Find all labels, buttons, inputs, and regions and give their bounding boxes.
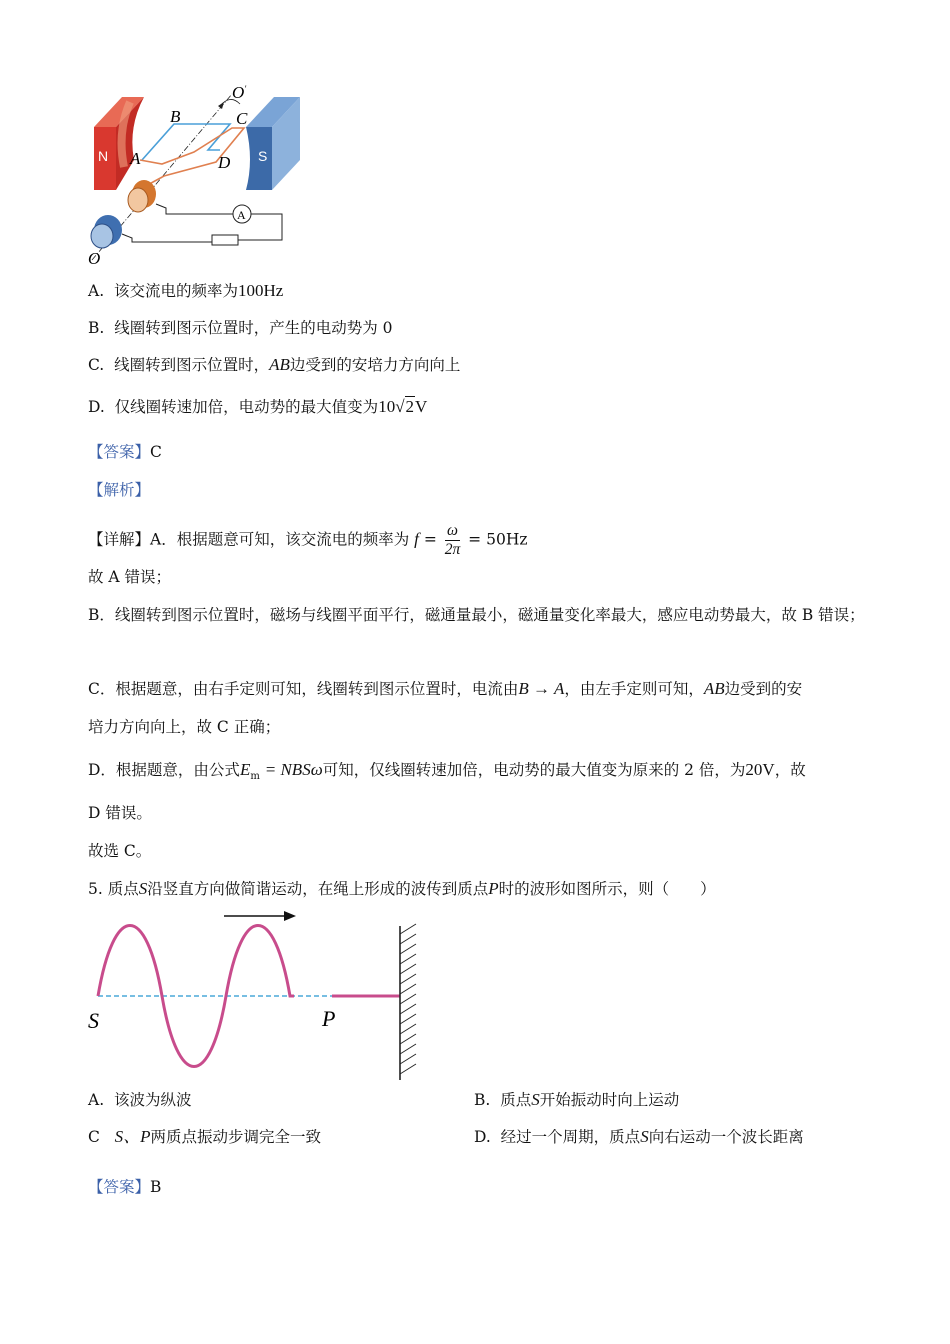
frequency-fraction: $\frac{\omega}{2\pi}$ (444, 522, 461, 558)
label-p: P (322, 1006, 336, 1031)
q4-detail-c-line2: 培力方向向上，故 C 正确； (88, 718, 281, 736)
q4-option-a[interactable]: A. 该交流电的频率为100Hz (88, 281, 284, 300)
s-magnet (246, 97, 300, 190)
ammeter-label: A (237, 208, 246, 222)
q4-analysis-label: 【解析】 (88, 481, 151, 499)
q4-detail-a: 【详解】A．根据题意可知，该交流电的频率为 f = $\frac{\omega}{2\pi}$ = 50Hz (88, 522, 528, 558)
n-label: N (98, 148, 109, 164)
q4-detail-d-line2: D 错误。 (88, 804, 152, 822)
label-s: S (88, 1008, 99, 1033)
q4-detail-a-conclusion: 故 A 错误； (88, 568, 172, 586)
q5-answer: 【答案】B (88, 1178, 162, 1196)
q4-option-d[interactable]: D. 仅线圈转速加倍，电动势的最大值变为10√2V (88, 397, 428, 416)
label-d: D (218, 153, 231, 172)
s-label: S (258, 148, 268, 164)
label-b: B (170, 107, 181, 126)
q4-detail-b: B．线圈转到图示位置时，磁场与线圈平面平行，磁通量最小，磁通量变化率最大，感应电动势最大，故 B 错误； (88, 606, 865, 624)
q5-option-b[interactable]: B. 质点S开始振动时向上运动 (474, 1090, 680, 1109)
propagation-arrowhead (284, 911, 296, 921)
q4-option-b[interactable]: B. 线圈转到图示位置时，产生的电动势为 0 (88, 319, 393, 337)
resistor (212, 235, 238, 245)
label-o: O (88, 249, 101, 268)
wave-figure (84, 908, 424, 1084)
q5-option-d[interactable]: D. 经过一个周期，质点S向右运动一个波长距离 (474, 1127, 804, 1146)
generator-figure (82, 82, 322, 268)
q4-detail-d-line1: D．根据题意，由公式$E_m = NBS\omega$可知，仅线圈转速加倍，电动势的最大值变为原来的 2 倍，为20V，故 (88, 760, 806, 783)
q5-stem: 5. 质点S沿竖直方向做简谐运动，在绳上形成的波传到质点P时的波形如图所示，则（ ） (88, 879, 716, 898)
q4-answer: 【答案】C (88, 443, 162, 461)
q4-option-c[interactable]: C. 线圈转到图示位置时，AB边受到的安培力方向向上 (88, 355, 461, 374)
wall-hatching (400, 924, 416, 1074)
q5-option-a[interactable]: A. 该波为纵波 (88, 1091, 192, 1109)
label-o-prime: O' (232, 83, 247, 102)
n-magnet (94, 97, 144, 190)
q4-detail-c-line1: C．根据题意，由右手定则可知，线圈转到图示位置时，电流由B → A，由左手定则可知，AB边受到的安 (88, 679, 803, 698)
q5-option-c[interactable]: C S、P两质点振动步调完全一致 (88, 1127, 322, 1146)
label-a: A (130, 149, 141, 168)
q4-conclusion: 故选 C。 (88, 842, 152, 860)
label-c: C (236, 109, 248, 128)
